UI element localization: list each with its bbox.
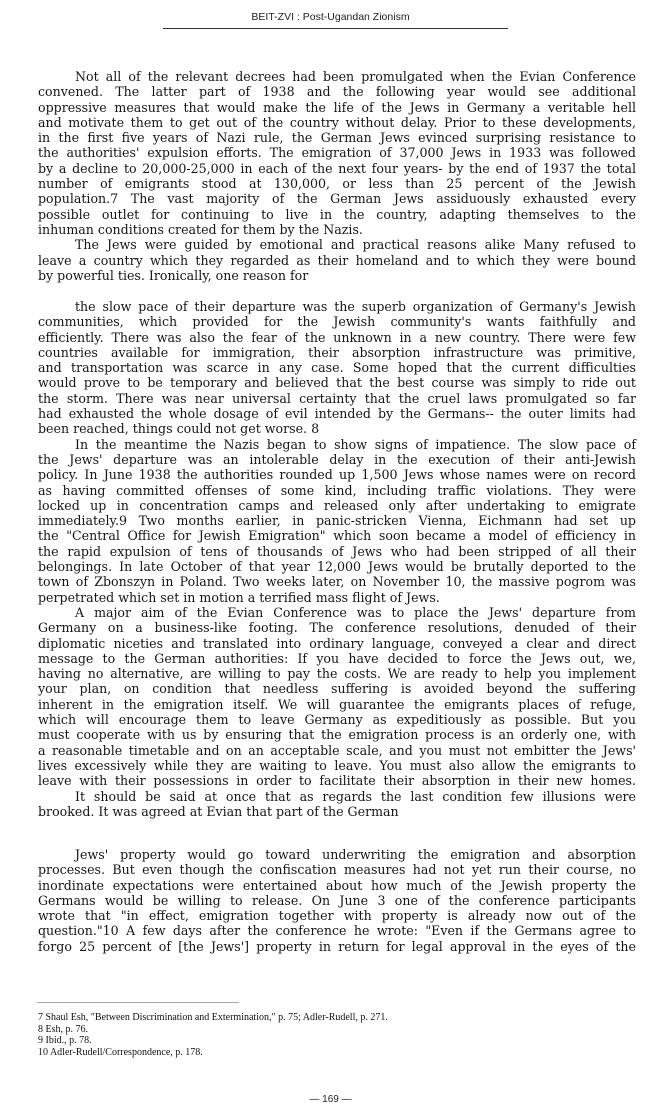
text-line: A major aim of the Evian Conference was to place the Jews' departure from bbox=[75, 604, 636, 620]
text-line: immediately.9 Two months earlier, in panic-stricken Vienna, Eichmann had set up bbox=[38, 513, 636, 529]
text-line: and transportation was scarce in any case. Some hoped that the current difficulties bbox=[38, 360, 636, 376]
footnotes bbox=[38, 1012, 388, 1058]
text-line: message to the German authorities: If you have decided to force the Jews out, we, bbox=[38, 650, 636, 666]
text-line: number of emigrants stood at 130,000, or less than 25 percent of the Jewish bbox=[38, 176, 636, 192]
body-text-block-3 bbox=[38, 847, 636, 954]
text-line: locked up in concentration camps and released only after undertaking to emigrate bbox=[38, 497, 636, 513]
text-line: the Jews' departure was an intolerable delay in the execution of their anti-Jewish bbox=[38, 451, 636, 467]
text-line: population.7 The vast majority of the German Jews assiduously exhausted every bbox=[38, 191, 636, 207]
text-line: brooked. It was agreed at Evian that part of the German bbox=[38, 803, 399, 819]
text-line: inordinate expectations were entertained about how much of the Jewish property the bbox=[38, 877, 636, 893]
text-line: belongings. In late October of that year 12,000 Jews would be brutally deported to the bbox=[38, 559, 636, 575]
running-header: BEIT-ZVI : Post-Ugandan Zionism bbox=[251, 11, 410, 23]
text-line: The Jews were guided by emotional and practical reasons alike Many refused to bbox=[75, 237, 636, 253]
text-line: lives excessively while they are waiting to leave. You must also allow the emigrants to bbox=[38, 757, 636, 773]
text-line: processes. But even though the confiscation measures had not yet run their course, no bbox=[38, 862, 636, 878]
text-line: must cooperate with us by ensuring that the emigration process is an orderly one, with bbox=[38, 727, 636, 743]
text-line: It should be said at once that as regards the last condition few illusions were bbox=[75, 788, 636, 804]
text-line: In the meantime the Nazis began to show signs of impatience. The slow pace of bbox=[75, 436, 636, 452]
text-line: the storm. There was near universal certainty that the cruel laws promulgated so far bbox=[38, 390, 636, 406]
text-line: had exhausted the whole dosage of evil intended by the Germans-- the outer limits had bbox=[38, 406, 636, 422]
text-line: which will encourage them to leave Germany as expeditiously as possible. But you bbox=[38, 712, 636, 728]
text-line: leave with their possessions in order to facilitate their absorption in their new homes. bbox=[38, 773, 636, 789]
footnote-rule bbox=[37, 1002, 239, 1003]
text-line: convened. The latter part of 1938 and the following year would see additional bbox=[38, 84, 636, 100]
header-rule bbox=[163, 28, 508, 29]
text-line: the "Central Office for Jewish Emigration" which soon became a model of efficiency in bbox=[38, 528, 636, 544]
text-line: forgo 25 percent of [the Jews'] property in return for legal approval in the eyes of the bbox=[38, 938, 636, 954]
footnote-9: 9 Ibid., p. 78. bbox=[38, 1035, 92, 1046]
text-line: inherent in the emigration itself. We will guarantee the emigrants places of refuge, bbox=[38, 696, 636, 712]
text-line: in the first five years of Nazi rule, the German Jews evinced surprising resistance to bbox=[38, 130, 636, 146]
text-line: question."10 A few days after the conference he wrote: "Even if the Germans agree to bbox=[38, 923, 636, 939]
text-line: Germany on a business-like footing. The conference resolutions, denuded of their bbox=[38, 620, 636, 636]
body-text-block-2 bbox=[38, 299, 636, 819]
text-line: the slow pace of their departure was the superb organization of Germany's Jewish bbox=[75, 299, 636, 314]
text-line: by a decline to 20,000-25,000 in each of the next four years- by the end of 1937 the total bbox=[38, 160, 636, 176]
text-line: the rapid expulsion of tens of thousands of Jews who had been stripped of all their bbox=[38, 543, 636, 559]
text-line: Not all of the relevant decrees had been promulgated when the Evian Conference bbox=[75, 69, 636, 84]
text-line: inhuman conditions created for them by the Nazis. bbox=[38, 221, 363, 237]
text-line: possible outlet for continuing to live in the country, adapting themselves to the bbox=[38, 206, 636, 222]
text-line: leave a country which they regarded as their homeland and to which they were bound bbox=[38, 252, 636, 268]
text-line: the authorities' expulsion efforts. The emigration of 37,000 Jews in 1933 was followed bbox=[38, 145, 636, 161]
text-line: diplomatic niceties and translated into ordinary language, conveyed a clear and direct bbox=[38, 635, 636, 651]
text-line: having no alternative, are willing to pay the costs. We are ready to help you implement bbox=[38, 666, 636, 682]
text-line: a reasonable timetable and on an acceptable scale, and you must not embitter the Jews' bbox=[38, 742, 636, 758]
text-line: wrote that "in effect, emigration together with property is already now out of the bbox=[38, 908, 636, 924]
footnote-10: 10 Adler-Rudell/Correspondence, p. 178. bbox=[38, 1046, 203, 1058]
footnote-7: 7 Shaul Esh, "Between Discrimination and Extermination," p. 75; Adler-Rudell, p. 271. bbox=[38, 1012, 388, 1023]
text-line: would prove to be temporary and believed that the best course was simply to ride out bbox=[38, 375, 636, 391]
text-line: Germans would be willing to release. On June 3 one of the conference participants bbox=[38, 892, 636, 908]
text-line: Jews' property would go toward underwriting the emigration and absorption bbox=[75, 847, 636, 862]
text-line: and motivate them to get out of the country without delay. Prior to these developments, bbox=[38, 114, 636, 130]
text-line: countries available for immigration, their absorption infrastructure was primitive, bbox=[38, 344, 636, 360]
text-line: been reached, things could not get worse. 8 bbox=[38, 421, 320, 437]
text-line: your plan, on condition that needless suffering is avoided beyond the suffering bbox=[38, 681, 636, 697]
text-line: oppressive measures that would make the life of the Jews in Germany a veritable hell bbox=[38, 99, 636, 115]
text-line: policy. In June 1938 the authorities rounded up 1,500 Jews whose names were on record bbox=[38, 467, 636, 483]
text-line: communities, which provided for the Jewish community's wants faithfully and bbox=[38, 314, 636, 330]
text-line: as having committed offenses of some kind, including traffic violations. They were bbox=[38, 482, 636, 498]
body-text-block-1 bbox=[38, 69, 636, 283]
text-line: town of Zbonszyn in Poland. Two weeks later, on November 10, the massive pogrom was bbox=[38, 574, 636, 590]
page-number: — 169 — bbox=[309, 1094, 352, 1105]
text-line: perpetrated which set in motion a terrified mass flight of Jews. bbox=[38, 589, 440, 605]
text-line: by powerful ties. Ironically, one reason for bbox=[38, 267, 309, 283]
text-line: efficiently. There was also the fear of the unknown in a new country. There were few bbox=[38, 329, 636, 345]
footnote-8: 8 Esh, p. 76. bbox=[38, 1023, 88, 1035]
